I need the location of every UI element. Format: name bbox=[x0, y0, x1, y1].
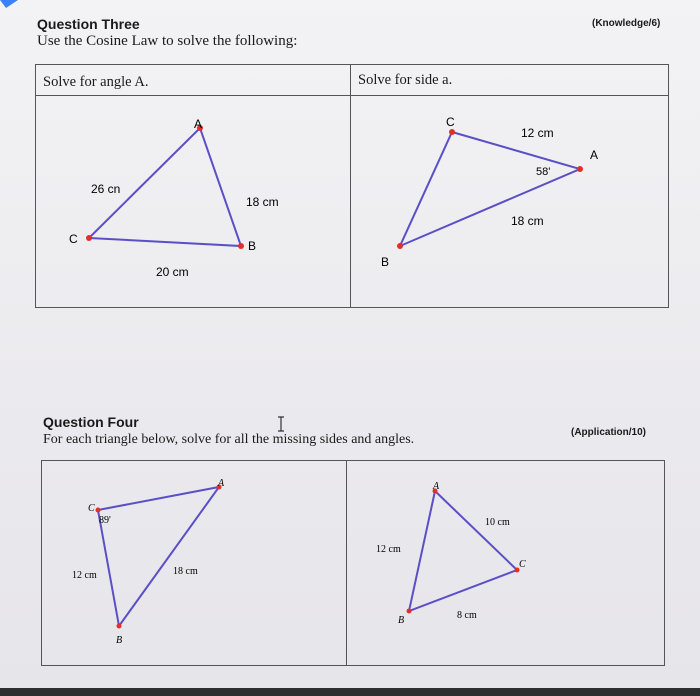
triangle-q3-right bbox=[351, 96, 666, 306]
vertex-b-label: B bbox=[116, 635, 123, 646]
vertex-c-dot bbox=[86, 235, 92, 241]
vertex-a-label: A bbox=[218, 478, 225, 489]
side-bc-label: 8 cm bbox=[457, 610, 477, 621]
angle-c-label: 89' bbox=[99, 515, 111, 526]
side-cb-label: 12 cm bbox=[72, 570, 97, 581]
bottom-edge-bar bbox=[0, 688, 700, 696]
vertex-a-label: A bbox=[590, 148, 599, 162]
vertex-a-label: A bbox=[433, 481, 440, 492]
vertex-b-dot bbox=[397, 243, 403, 249]
vertex-a-label: A bbox=[194, 117, 203, 131]
vertex-b-label: B bbox=[381, 255, 390, 269]
question-three-instruction: Use the Cosine Law to solve the following: bbox=[37, 33, 298, 49]
side-ab-label: 12 cm bbox=[376, 544, 401, 555]
cell-header-angle-a: Solve for angle A. bbox=[43, 74, 149, 90]
vertex-b-dot bbox=[117, 624, 122, 629]
side-ca-label: 12 cm bbox=[521, 126, 554, 140]
vertex-c-label: C bbox=[519, 559, 526, 570]
question-four-tag: (Application/10) bbox=[571, 427, 647, 438]
side-ab-label: 18 cm bbox=[246, 195, 279, 209]
triangle-q4-right bbox=[347, 461, 663, 664]
vertex-c-label: C bbox=[69, 232, 78, 246]
question-four-instruction: For each triangle below, solve for all the missing sides and angles. bbox=[43, 432, 415, 447]
text-cursor-icon bbox=[276, 416, 286, 432]
vertex-b-dot bbox=[238, 243, 244, 249]
vertex-b-dot bbox=[407, 609, 412, 614]
cell-header-side-a: Solve for side a. bbox=[358, 72, 453, 88]
side-ab-label: 18 cm bbox=[511, 214, 544, 228]
blue-marker-icon bbox=[0, 0, 20, 10]
vertex-b-label: B bbox=[248, 239, 257, 253]
vertex-c-dot bbox=[449, 129, 455, 135]
triangle-outline bbox=[98, 487, 219, 626]
triangle-outline bbox=[400, 132, 580, 246]
side-ab-label: 18 cm bbox=[173, 566, 198, 577]
vertex-a-dot bbox=[577, 166, 583, 172]
vertex-c-label: C bbox=[446, 115, 455, 129]
side-cb-label: 20 cm bbox=[156, 265, 189, 279]
question-three-title: Question Three bbox=[37, 16, 140, 32]
vertex-c-dot bbox=[96, 508, 101, 513]
angle-a-label: 58' bbox=[536, 166, 551, 178]
triangle-q3-left bbox=[40, 96, 350, 306]
vertex-b-label: B bbox=[398, 615, 405, 626]
question-four-title: Question Four bbox=[43, 414, 139, 430]
vertex-c-label: C bbox=[88, 503, 95, 514]
question-three-tag: (Knowledge/6) bbox=[592, 18, 661, 29]
triangle-outline bbox=[409, 491, 517, 611]
triangle-q4-left bbox=[42, 461, 346, 664]
side-ca-label: 26 cn bbox=[91, 182, 121, 196]
side-ac-label: 10 cm bbox=[485, 517, 510, 528]
